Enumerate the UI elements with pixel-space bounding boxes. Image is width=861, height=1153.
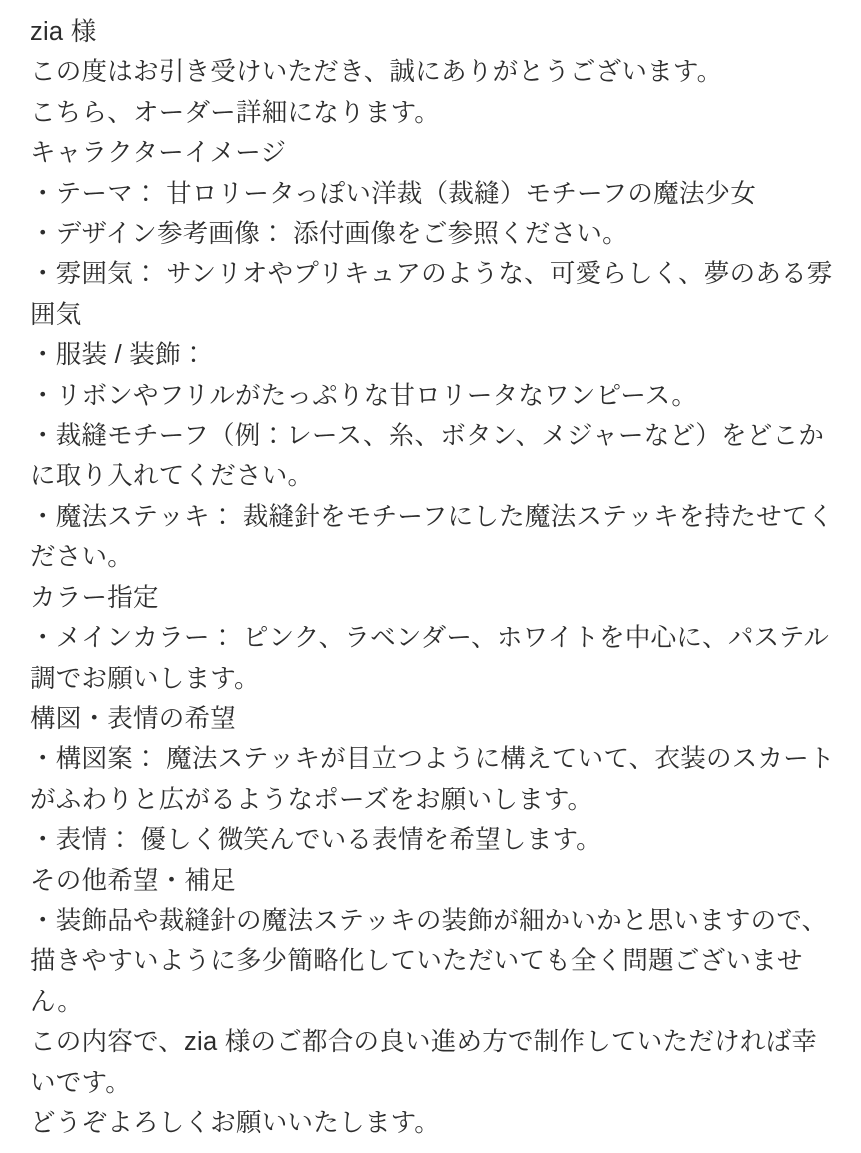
- section-composition: 構図・表情の希望: [30, 704, 237, 733]
- section-other-requests: その他希望・補足: [30, 866, 237, 895]
- bullet-theme: ・テーマ： 甘ロリータっぽい洋裁（裁縫）モチーフの魔法少女: [30, 179, 757, 208]
- bullet-sewing-motif: ・裁縫モチーフ（例：レース、糸、ボタン、メジャーなど）をどこかに取り入れてください。: [30, 422, 825, 491]
- closing-schedule: この内容で、zia 様のご都合の良い進め方で制作していただければ幸いです。: [30, 1028, 818, 1097]
- bullet-ribbon-frill: ・リボンやフリルがたっぷりな甘ロリータなワンピース。: [30, 381, 698, 410]
- bullet-costume-decoration: ・服装 / 装飾：: [30, 341, 207, 370]
- bullet-expression: ・表情： 優しく微笑んでいる表情を希望します。: [30, 826, 602, 855]
- bullet-simplification: ・装飾品や裁縫針の魔法ステッキの装飾が細かいかと思いますので、描きやすいように多少簡略化していただいても全く問題ございません。: [30, 906, 828, 1016]
- salutation: zia 様: [30, 18, 97, 46]
- thanks-line: この度はお引き受けいただき、誠にありがとうございます。: [30, 58, 723, 87]
- order-detail-message: [30, 12, 835, 1143]
- bullet-design-reference: ・デザイン参考画像： 添付画像をご参照ください。: [30, 220, 628, 249]
- bullet-atmosphere: ・雰囲気： サンリオやプリキュアのような、可愛らしく、夢のある雰囲気: [30, 260, 833, 329]
- section-color: カラー指定: [30, 583, 159, 612]
- bullet-main-color: ・メインカラー： ピンク、ラベンダー、ホワイトを中心に、パステル調でお願いします。: [30, 624, 830, 693]
- section-character-image: キャラクターイメージ: [30, 139, 287, 168]
- closing-greeting: どうぞよろしくお願いいたします。: [30, 1108, 441, 1137]
- bullet-magic-stick: ・魔法ステッキ： 裁縫針をモチーフにした魔法ステッキを持たせてください。: [30, 502, 834, 572]
- order-detail-intro: こちら、オーダー詳細になります。: [30, 98, 441, 127]
- bullet-composition-plan: ・構図案： 魔法ステッキが目立つように構えていて、衣装のスカートがふわりと広がるようなポーズをお願いします。: [30, 745, 835, 814]
